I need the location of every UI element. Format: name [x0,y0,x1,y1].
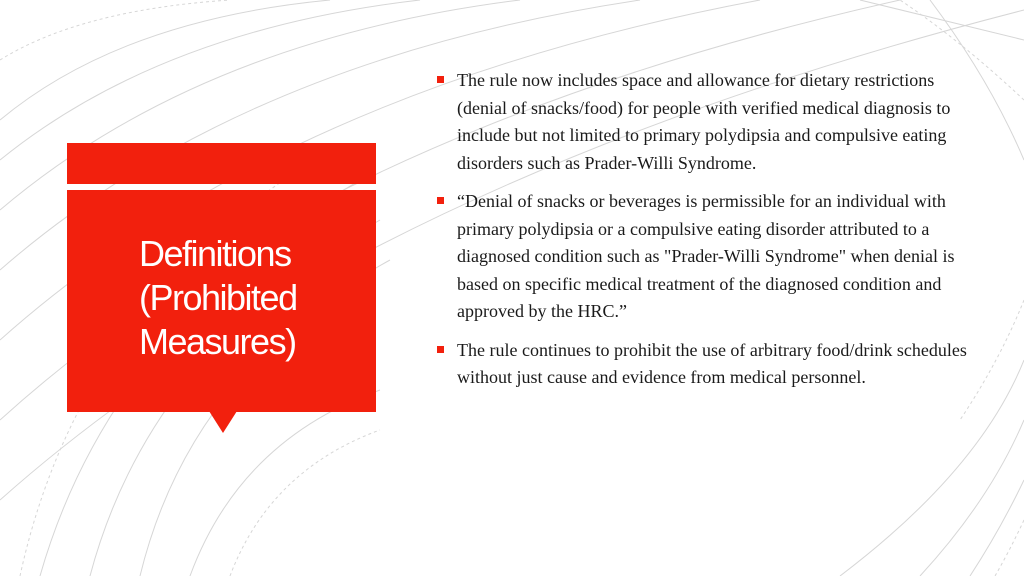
slide-title-line: (Prohibited [139,277,297,318]
bullet-text: The rule continues to prohibit the use of arbitrary food/drink schedules without just cause and evidence from medical personnel. [457,339,967,387]
title-pointer [209,411,237,433]
bullet-item [437,67,977,177]
square-bullet-icon [437,76,444,83]
slide-title [139,232,297,364]
bullet-item [437,188,977,326]
bullet-text: The rule now includes space and allowance for dietary restrictions (denial of snacks/food) for people with verified medical diagnosis to include but not limited to primary polydipsia and compulsive eating disorders such as Prader-Willi Syndrome. [457,70,951,173]
square-bullet-icon [437,197,444,204]
bullet-list [437,67,977,403]
square-bullet-icon [437,346,444,353]
bullet-text: “Denial of snacks or beverages is permissible for an individual with primary polydipsia or a compulsive eating disorder attributed to a diagnosed condition such as "Prader-Willi Syndrome" when denial is based on specific medical treatment of the diagnosed condition and approved by the HRC.” [457,191,955,321]
slide-title-line: Measures) [139,321,296,362]
title-box [67,190,376,412]
bullet-item [437,337,977,392]
accent-bar [67,143,376,184]
slide-title-line: Definitions [139,233,291,274]
